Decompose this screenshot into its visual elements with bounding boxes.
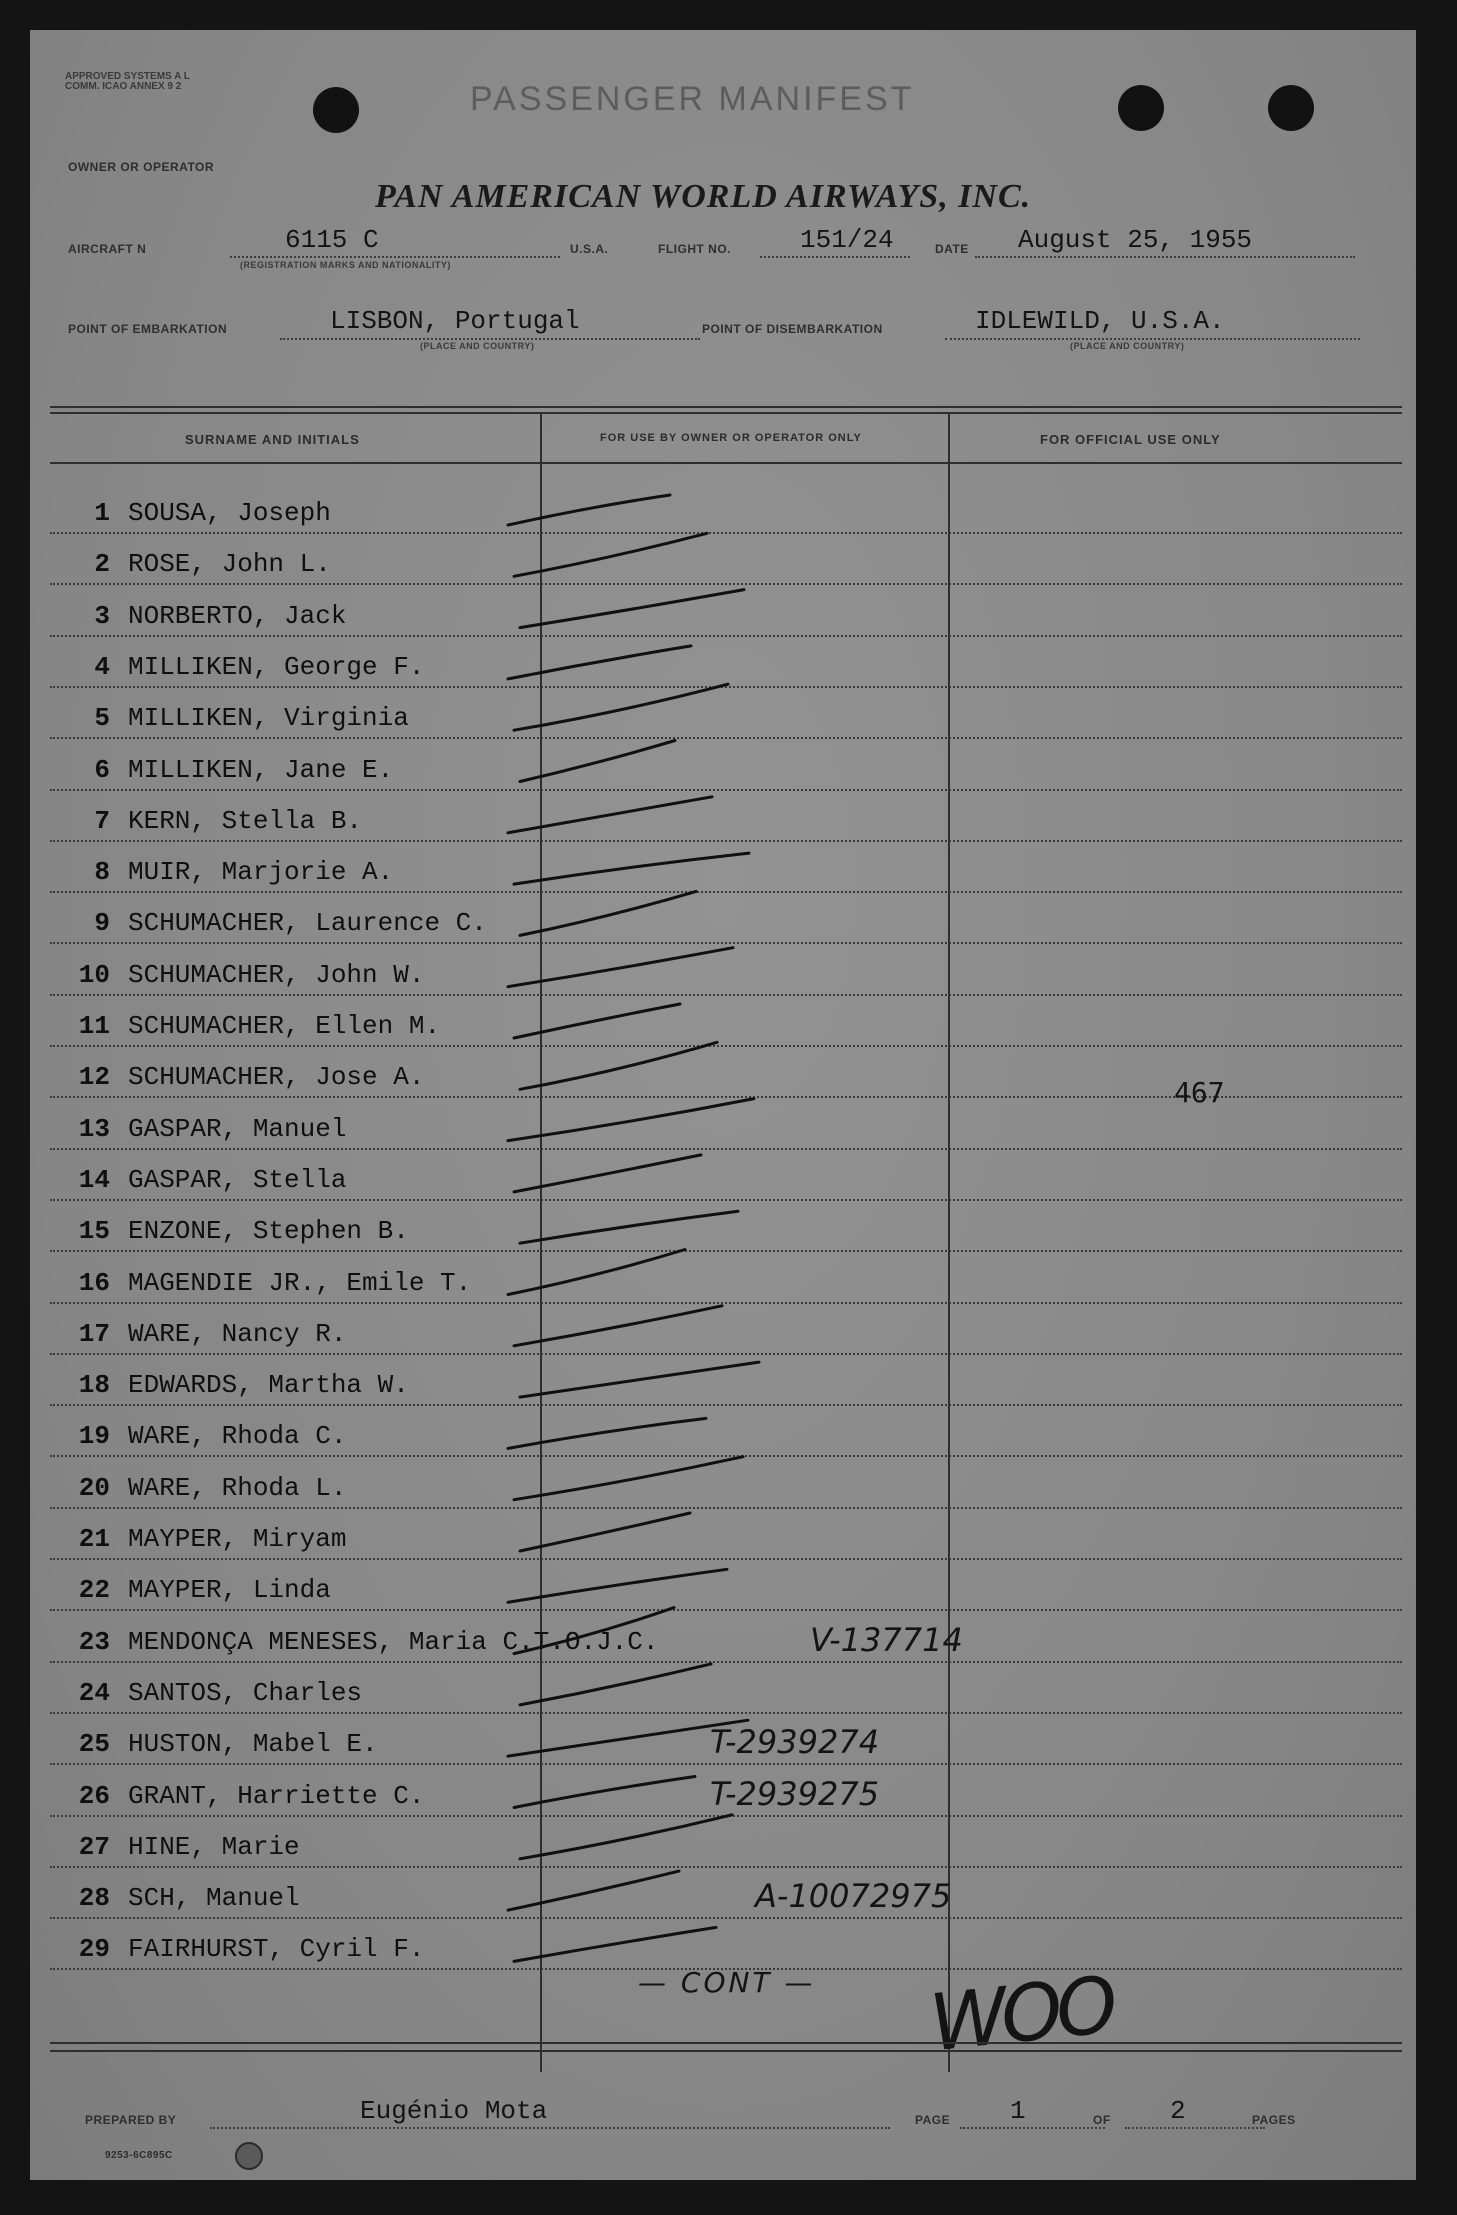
- form-number: 9253-6C895C: [105, 2150, 173, 2161]
- row-number: 18: [78, 1370, 110, 1401]
- of-value: 2: [1170, 2096, 1186, 2126]
- passenger-row: [50, 1304, 1402, 1355]
- of-label: OF: [1093, 2113, 1111, 2127]
- passenger-name: GASPAR, Stella: [128, 1164, 347, 1195]
- passenger-name: MUIR, Marjorie A.: [128, 857, 394, 888]
- row-number: 29: [78, 1934, 110, 1965]
- pages-label: PAGES: [1252, 2113, 1296, 2127]
- passenger-name: SCHUMACHER, Laurence C.: [128, 908, 487, 939]
- row-number: 5: [94, 703, 110, 734]
- passenger-row: [50, 586, 1402, 637]
- row-number: 28: [78, 1883, 110, 1914]
- passenger-row: [50, 1201, 1402, 1252]
- row-number: 25: [78, 1729, 110, 1760]
- passenger-name: HINE, Marie: [128, 1831, 300, 1862]
- row-number: 3: [94, 600, 110, 631]
- passenger-row: [50, 483, 1402, 534]
- passenger-row: [50, 1355, 1402, 1406]
- row-number: 17: [78, 1318, 110, 1349]
- passenger-row: [50, 1509, 1402, 1560]
- passenger-row: [50, 1919, 1402, 1970]
- disembark-underline: [945, 338, 1360, 340]
- row-number: 27: [78, 1831, 110, 1862]
- row-number: 21: [78, 1524, 110, 1554]
- row-number: 24: [78, 1677, 110, 1708]
- row-number: 11: [78, 1011, 110, 1041]
- passenger-name: MILLIKEN, Virginia: [128, 703, 409, 734]
- passenger-name: SOUSA, Joseph: [128, 498, 331, 528]
- row-number: 13: [78, 1113, 110, 1144]
- page-title: PASSENGER MANIFEST: [470, 80, 915, 118]
- punch-hole: [1268, 85, 1314, 131]
- flight-value: 151/24: [800, 225, 894, 255]
- row-number: 12: [78, 1062, 110, 1093]
- col-official-header: FOR OFFICIAL USE ONLY: [1040, 432, 1221, 447]
- passenger-row: [50, 842, 1402, 893]
- embark-caption: (PLACE AND COUNTRY): [420, 341, 535, 351]
- embark-value: LISBON, Portugal: [330, 306, 580, 336]
- page-label: PAGE: [915, 2113, 951, 2127]
- passenger-name: WARE, Nancy R.: [128, 1318, 347, 1349]
- passenger-row: [50, 945, 1402, 996]
- passenger-row: [50, 1458, 1402, 1509]
- document-number: A-10072975: [755, 1877, 952, 1916]
- footer-rule: [50, 2042, 1402, 2044]
- flight-label: FLIGHT NO.: [658, 242, 731, 256]
- row-number: 22: [78, 1575, 110, 1606]
- document-number: T-2939274: [710, 1723, 880, 1762]
- row-number: 20: [78, 1472, 110, 1503]
- row-number: 2: [94, 549, 110, 580]
- row-number: 1: [94, 498, 110, 528]
- page-underline: [960, 2127, 1105, 2129]
- union-bug-icon: [235, 2142, 263, 2170]
- passenger-row: [50, 996, 1402, 1047]
- initials-signature: WOO: [925, 1960, 1117, 2070]
- row-number: 10: [78, 959, 110, 990]
- passenger-name: NORBERTO, Jack: [128, 600, 347, 631]
- owner-value: PAN AMERICAN WORLD AIRWAYS, INC.: [375, 178, 1032, 215]
- passenger-row: [50, 740, 1402, 791]
- passenger-name: KERN, Stella B.: [128, 805, 363, 836]
- aircraft-caption: (REGISTRATION MARKS AND NATIONALITY): [240, 260, 451, 270]
- passenger-name: SANTOS, Charles: [128, 1677, 363, 1708]
- row-number: 19: [78, 1421, 110, 1452]
- usa-label: U.S.A.: [570, 242, 609, 256]
- passenger-name: EDWARDS, Martha W.: [128, 1370, 409, 1401]
- passenger-name: MILLIKEN, George F.: [128, 651, 425, 682]
- punch-hole: [1118, 85, 1164, 131]
- table-top-rule: [50, 412, 1402, 414]
- passenger-row: [50, 1612, 1402, 1663]
- passenger-row: [50, 1663, 1402, 1714]
- row-number: 16: [78, 1267, 110, 1298]
- passenger-name: MILLIKEN, Jane E.: [128, 754, 394, 785]
- page-value: 1: [1010, 2096, 1026, 2126]
- prepared-underline: [210, 2127, 890, 2129]
- passenger-row: [50, 1766, 1402, 1817]
- footer-rule: [50, 2050, 1402, 2052]
- passenger-row: [50, 893, 1402, 944]
- date-value: August 25, 1955: [1018, 225, 1253, 255]
- row-number: 6: [94, 754, 110, 785]
- row-number: 4: [94, 651, 110, 682]
- passenger-name: WARE, Rhoda C.: [128, 1421, 347, 1452]
- manifest-page: [30, 30, 1416, 2180]
- passenger-name: HUSTON, Mabel E.: [128, 1729, 378, 1760]
- disembark-value: IDLEWILD, U.S.A.: [975, 306, 1225, 336]
- col-owner-header: FOR USE BY OWNER OR OPERATOR ONLY: [600, 432, 862, 444]
- passenger-row: [50, 1868, 1402, 1919]
- passenger-name: MAGENDIE JR., Emile T.: [128, 1267, 472, 1298]
- continued-note: — CONT —: [638, 1966, 816, 1999]
- passenger-row: [50, 1714, 1402, 1765]
- passenger-name: WARE, Rhoda L.: [128, 1472, 347, 1503]
- passenger-name: SCH, Manuel: [128, 1883, 300, 1914]
- flight-underline: [760, 256, 910, 258]
- official-note: 467: [1174, 1076, 1225, 1109]
- aircraft-underline: [230, 256, 560, 258]
- row-number: 23: [78, 1626, 110, 1657]
- passenger-name: MENDONÇA MENESES, Maria C.T.O.J.C.: [128, 1626, 659, 1657]
- passenger-row: [50, 1560, 1402, 1611]
- col-surname-header: SURNAME AND INITIALS: [185, 432, 360, 447]
- row-number: 9: [94, 908, 110, 939]
- prepared-value: Eugénio Mota: [360, 2096, 548, 2126]
- passenger-row: [50, 791, 1402, 842]
- row-number: 8: [94, 857, 110, 888]
- aircraft-value: 6115 C: [285, 225, 379, 255]
- approval-note: APPROVED SYSTEMS A L COMM. ICAO ANNEX 9 2: [65, 71, 190, 92]
- owner-label: OWNER OR OPERATOR: [68, 160, 215, 174]
- embark-label: POINT OF EMBARKATION: [68, 322, 228, 336]
- punch-hole: [313, 87, 359, 133]
- passenger-row: [50, 1150, 1402, 1201]
- row-number: 26: [78, 1780, 110, 1811]
- document-number: V-137714: [810, 1620, 963, 1659]
- disembark-caption: (PLACE AND COUNTRY): [1070, 341, 1185, 351]
- of-underline: [1125, 2127, 1265, 2129]
- header-bottom-rule: [50, 462, 1402, 464]
- table-top-rule: [50, 406, 1402, 408]
- passenger-name: GRANT, Harriette C.: [128, 1780, 425, 1811]
- prepared-label: PREPARED BY: [85, 2113, 177, 2127]
- passenger-row: [50, 637, 1402, 688]
- passenger-name: MAYPER, Miryam: [128, 1524, 347, 1554]
- passenger-name: SCHUMACHER, Jose A.: [128, 1062, 425, 1093]
- row-number: 14: [78, 1164, 110, 1195]
- passenger-name: MAYPER, Linda: [128, 1575, 331, 1606]
- passenger-name: GASPAR, Manuel: [128, 1113, 347, 1144]
- passenger-row: [50, 534, 1402, 585]
- passenger-name: ROSE, John L.: [128, 549, 331, 580]
- date-underline: [975, 256, 1355, 258]
- passenger-row: [50, 688, 1402, 739]
- disembark-label: POINT OF DISEMBARKATION: [702, 322, 883, 336]
- passenger-name: FAIRHURST, Cyril F.: [128, 1934, 425, 1965]
- row-number: 15: [78, 1216, 110, 1247]
- passenger-name: ENZONE, Stephen B.: [128, 1216, 409, 1247]
- passenger-name: SCHUMACHER, John W.: [128, 959, 425, 990]
- passenger-row: [50, 1406, 1402, 1457]
- passenger-row: [50, 1253, 1402, 1304]
- document-number: T-2939275: [710, 1774, 880, 1813]
- passenger-name: SCHUMACHER, Ellen M.: [128, 1011, 441, 1041]
- embark-underline: [280, 338, 700, 340]
- date-label: DATE: [935, 242, 969, 256]
- row-number: 7: [94, 805, 110, 836]
- aircraft-label: AIRCRAFT N: [68, 242, 147, 256]
- passenger-row: [50, 1817, 1402, 1868]
